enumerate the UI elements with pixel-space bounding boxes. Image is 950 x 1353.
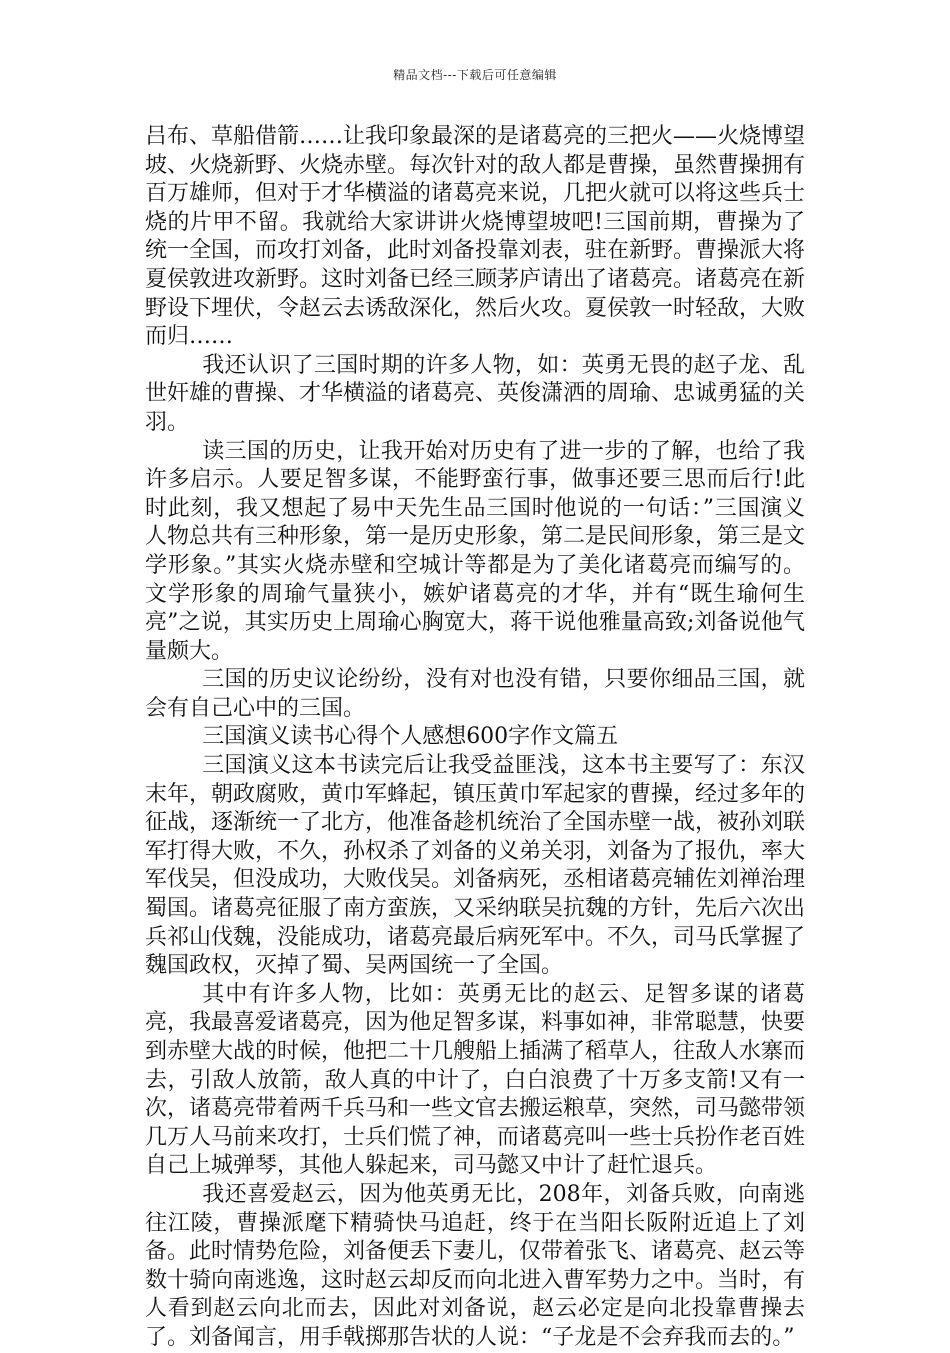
- paragraph-1: 吕布、草船借箭……让我印象最深的是诸葛亮的三把火——火烧博望坡、火烧新野、火烧赤壁。每次针对的敌人都是曹操，虽然曹操拥有百万雄师，但对于才华横溢的诸葛亮来说，几把火就可以将这些兵士烧的片甲不留。我就给大家讲讲火烧博望坡吧!三国前期，曹操为了统一全国，而攻打刘备，此时刘备投靠刘表，驻在新野。曹操派大将夏侯敦进攻新野。这时刘备已经三顾茅庐请出了诸葛亮。诸葛亮在新野设下埋伏，令赵云去诱敌深化，然后火攻。夏侯敦一时轻敌，大败而归……: [145, 124, 806, 350]
- section-title: 三国演义读书心得个人感想600字作文篇五: [202, 724, 619, 750]
- paragraph-5: 三国演义这本书读完后让我受益匪浅，这本书主要写了：东汉末年，朝政腐败，黄巾军蜂起，镇压黄巾军起家的曹操，经过多年的征战，逐渐统一了北方，他准备趁机统治了全国赤壁一战，被孙刘联军打得大败，不久，孙权杀了刘备的义弟关羽，刘备为了报仇，率大军伐吴，但没成功，大败伐吴。刘备病死，丞相诸葛亮辅佐刘禅治理蜀国。诸葛亮征服了南方蛮族，又采纳联吴抗魏的方针，先后六次出兵祁山伐魏，没能成功，诸葛亮最后病死军中。不久，司马氏掌握了魏国政权，灭掉了蜀、吴两国统一了全国。: [145, 753, 806, 979]
- paragraph-6: 其中有许多人物，比如：英勇无比的赵云、足智多谋的诸葛亮，我最喜爱诸葛亮，因为他足智多谋，料事如神，非常聪慧，快要到赤壁大战的时候，他把二十几艘船上插满了稻草人，往敌人水寨而去，引敌人放箭，敌人真的中计了，白白浪费了十万多支箭!又有一次，诸葛亮带着两千兵马和一些文官去搬运粮草，突然，司马懿带领几万人马前来攻打，士兵们慌了神，而诸葛亮叫一些士兵扮作老百姓自己上城弹琴，其他人躲起来，司马懿又中计了赶忙退兵。: [145, 981, 806, 1179]
- document-body: [145, 123, 805, 1353]
- page-header: 精品文档---下载后可任意编辑: [393, 68, 557, 82]
- paragraph-4: 三国的历史议论纷纷，没有对也没有错，只要你细品三国，就会有自己心中的三国。: [145, 667, 805, 721]
- paragraph-3: 读三国的历史，让我开始对历史有了进一步的了解，也给了我许多启示。人要足智多谋，不能野蛮行事，做事还要三思而后行!此时此刻，我又想起了易中天先生品三国时他说的一句话：”三国演义人物总共有三种形象，第一是历史形象，第二是民间形象，第三是文学形象。”其实火烧赤壁和空城计等都是为了美化诸葛亮而编写的。文学形象的周瑜气量狭小，嫉妒诸葛亮的才华，并有“既生瑜何生亮”之说，其实历史上周瑜心胸宽大，蒋干说他雅量高致;刘备说他气量颇大。: [145, 438, 806, 664]
- paragraph-7: 我还喜爱赵云，因为他英勇无比，208年，刘备兵败，向南逃往江陵，曹操派麾下精骑快马追赶，终于在当阳长阪附近追上了刘备。此时情势危险，刘备便丢下妻儿，仅带着张飞、诸葛亮、赵云等数十骑向南逃逸，这时赵云却反而向北进入曹军势力之中。当时，有人看到赵云向北而去，因此对刘备说，赵云必定是向北投靠曹操去了。刘备闻言，用手戟掷那告状的人说：“子龙是不会弃我而去的。”: [145, 1181, 806, 1350]
- paragraph-2: 我还认识了三国时期的许多人物，如：英勇无畏的赵子龙、乱世奸雄的曹操、才华横溢的诸葛亮、英俊潇洒的周瑜、忠诚勇猛的关羽。: [145, 352, 806, 435]
